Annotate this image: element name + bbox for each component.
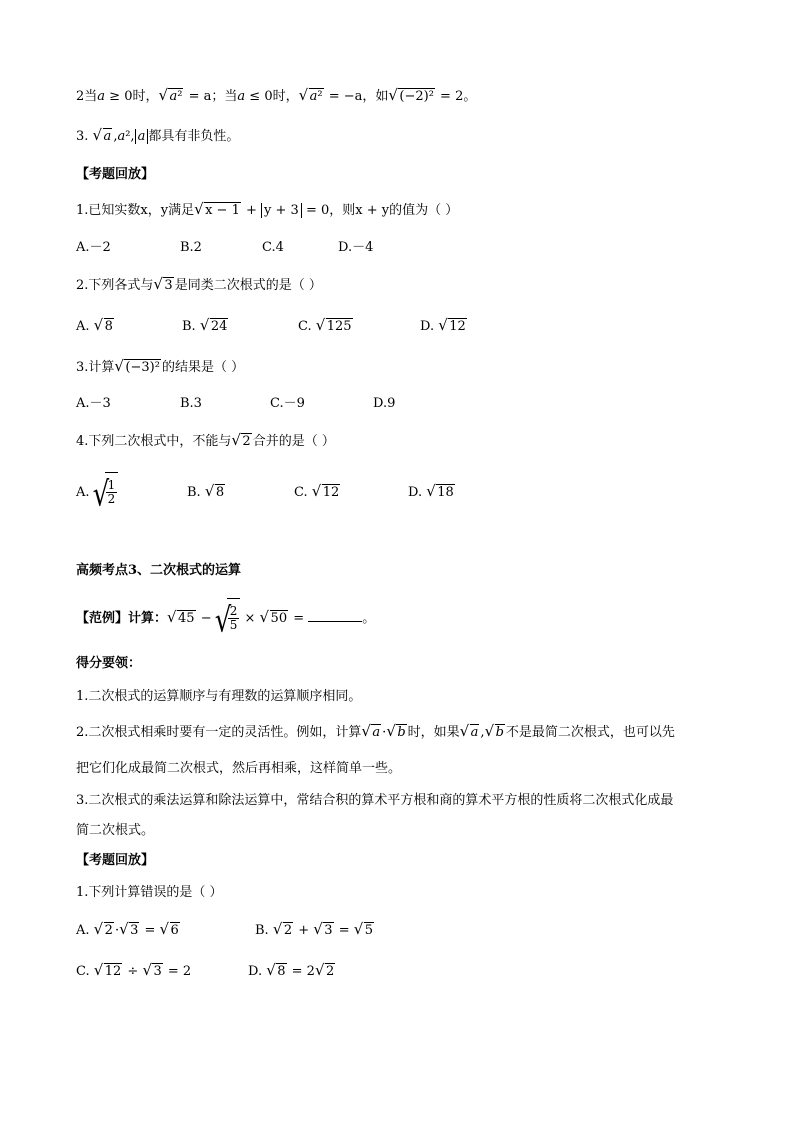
q4-option-c: C. √ 12 [294, 484, 341, 502]
tips-heading: 得分要领： [76, 656, 142, 671]
tip-3-cont: 简二次根式。 [76, 823, 155, 838]
q5-option-b: B. √ 2 + √ 3 = √ 5 [255, 922, 375, 940]
answer-blank [308, 607, 362, 622]
review-heading: 【考题回放】 [76, 167, 155, 182]
property-2: 2当a ≥ 0时，√ a² = a；当a ≤ 0时，√ a² = −a，如√ (−2)² = 2。 [76, 88, 476, 106]
question-3: 3.计算√ (−3)² 的结果是（ ） [76, 359, 244, 377]
q1-option-a: A.－2 [76, 240, 111, 255]
q4-option-a: A. √ $\frac{1}{2}$ [76, 472, 118, 513]
q2-option-a: A. √ 8 [76, 318, 115, 336]
property-3: 3. √ a ,a², a 都具有非负性。 [76, 128, 239, 146]
question-5: 1.下列计算错误的是（ ） [76, 885, 223, 900]
section-title: 高频考点3、二次根式的运算 [76, 563, 242, 578]
question-1: 1.已知实数x，y满足√ x − 1 + y + 3 = 0，则x + y的值为（ ） [76, 202, 458, 220]
q5-option-d: D. √ 8 = 2√ 2 [248, 963, 336, 981]
review-heading-2: 【考题回放】 [76, 853, 155, 868]
q5-option-a: A. √ 2 ·√ 3 = √ 6 [76, 922, 181, 940]
question-2: 2.下列各式与√ 3 是同类二次根式的是（ ） [76, 277, 322, 295]
tip-2-cont: 把它们化成最简二次根式，然后再相乘，这样简单一些。 [76, 761, 402, 776]
q2-option-b: B. √ 24 [182, 318, 229, 336]
q3-option-d: D.9 [373, 396, 396, 411]
example: 【范例】计算：√ 45 − √ $\frac{2}{5}$ × √ 50 = 。 [76, 598, 375, 639]
q2-option-c: C. √ 125 [298, 318, 354, 336]
q4-option-d: D. √ 18 [408, 484, 456, 502]
tip-1: 1.二次根式的运算顺序与有理数的运算顺序相同。 [76, 689, 362, 704]
tip-3: 3.二次根式的乘法运算和除法运算中，常结合积的算术平方根和商的算术平方根的性质将二次根式化成最 [76, 793, 674, 808]
q1-option-c: C.4 [262, 240, 284, 255]
question-4: 4.下列二次根式中，不能与√ 2 合并的是（ ） [76, 433, 335, 451]
tip-2: 2.二次根式相乘时要有一定的灵活性。例如，计算√ a ·√ b 时，如果√ a ,√ b 不是最简二次根式，也可以先 [76, 724, 675, 742]
q3-option-a: A.－3 [76, 396, 111, 411]
q3-option-b: B.3 [180, 396, 202, 411]
q1-option-d: D.－4 [338, 240, 374, 255]
q3-option-c: C.－9 [270, 396, 305, 411]
q4-option-b: B. √ 8 [187, 484, 226, 502]
q5-option-c: C. √ 12 ÷ √ 3 = 2 [76, 963, 191, 981]
q1-option-b: B.2 [180, 240, 202, 255]
q2-option-d: D. √ 12 [420, 318, 468, 336]
